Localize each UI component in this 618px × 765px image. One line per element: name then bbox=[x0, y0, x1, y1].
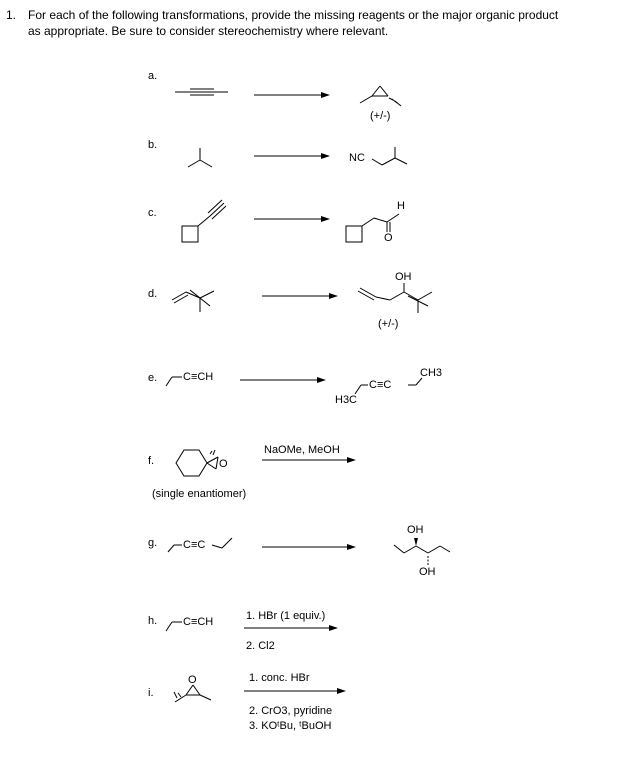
part-f-reagent: NaOMe, MeOH bbox=[264, 444, 340, 456]
part-d-label: d. bbox=[148, 288, 158, 300]
part-g-product-oh-bottom: OH bbox=[419, 566, 436, 578]
part-c-arrow bbox=[254, 216, 330, 222]
part-a-product-note: (+/-) bbox=[370, 110, 391, 122]
question-text-line1: For each of the following transformations, provide the missing reagents or the major organic product bbox=[28, 8, 559, 22]
part-b-arrow bbox=[254, 153, 330, 159]
part-h-arrow bbox=[244, 625, 338, 631]
part-a-arrow bbox=[254, 92, 330, 98]
part-b-product bbox=[372, 147, 407, 165]
part-g-arrow bbox=[262, 544, 356, 550]
part-e-reactant-bond bbox=[166, 377, 182, 386]
part-i-reagent-2: 2. CrO3, pyridine bbox=[249, 705, 333, 717]
part-f-epoxide-o: O bbox=[219, 458, 228, 470]
part-f-reactant bbox=[176, 450, 218, 476]
part-i-label: i. bbox=[148, 687, 154, 699]
part-e-reactant: C≡CH bbox=[183, 371, 214, 383]
part-e-label: e. bbox=[148, 372, 158, 384]
part-c-product-h: H bbox=[397, 200, 405, 212]
part-g-product bbox=[394, 538, 450, 566]
part-f-arrow bbox=[262, 457, 356, 463]
part-a-label: a. bbox=[148, 70, 158, 82]
part-e-product-ch3: CH3 bbox=[420, 367, 443, 379]
part-i-arrow bbox=[244, 688, 346, 694]
part-f-note: (single enantiomer) bbox=[152, 488, 247, 500]
part-h-reagent-2: 2. Cl2 bbox=[246, 640, 275, 652]
part-e-arrow bbox=[240, 377, 326, 383]
part-g-label: g. bbox=[148, 537, 158, 549]
part-c-reactant bbox=[182, 200, 226, 242]
part-e-product: C≡C bbox=[369, 379, 392, 391]
part-g-product-oh-top: OH bbox=[407, 524, 424, 536]
question-text-line2: as appropriate. Be sure to consider stereochemistry where relevant. bbox=[28, 24, 389, 38]
part-d-reactant bbox=[172, 290, 214, 312]
part-d-product-oh: OH bbox=[395, 271, 412, 283]
part-a-epoxide bbox=[360, 86, 401, 106]
part-h-reactant-bond bbox=[166, 622, 182, 631]
question-number: 1. bbox=[6, 8, 17, 22]
part-d-product bbox=[358, 283, 432, 313]
part-c-product-o: O bbox=[384, 232, 393, 244]
part-i-reactant bbox=[174, 685, 211, 702]
part-b-product-prefix: NC bbox=[349, 152, 365, 164]
part-b-label: b. bbox=[148, 139, 158, 151]
part-c-label: c. bbox=[148, 207, 157, 219]
part-i-reagent-1: 1. conc. HBr bbox=[249, 672, 310, 684]
part-a-alkyne bbox=[175, 89, 228, 95]
part-g-reactant: C≡C bbox=[183, 539, 206, 551]
part-h-label: h. bbox=[148, 615, 158, 627]
part-i-reactant-o: O bbox=[188, 674, 197, 686]
part-h-reagent-1: 1. HBr (1 equiv.) bbox=[246, 610, 326, 622]
part-f-label: f. bbox=[148, 455, 155, 467]
part-b-reactant bbox=[188, 148, 212, 167]
part-e-product-h3c: H3C bbox=[335, 394, 358, 406]
part-i-reagent-3: 3. KOᵗBu, ᵗBuOH bbox=[249, 720, 332, 732]
part-d-arrow bbox=[262, 293, 338, 299]
part-d-product-note: (+/-) bbox=[378, 318, 399, 330]
part-h-reactant: C≡CH bbox=[183, 616, 214, 628]
